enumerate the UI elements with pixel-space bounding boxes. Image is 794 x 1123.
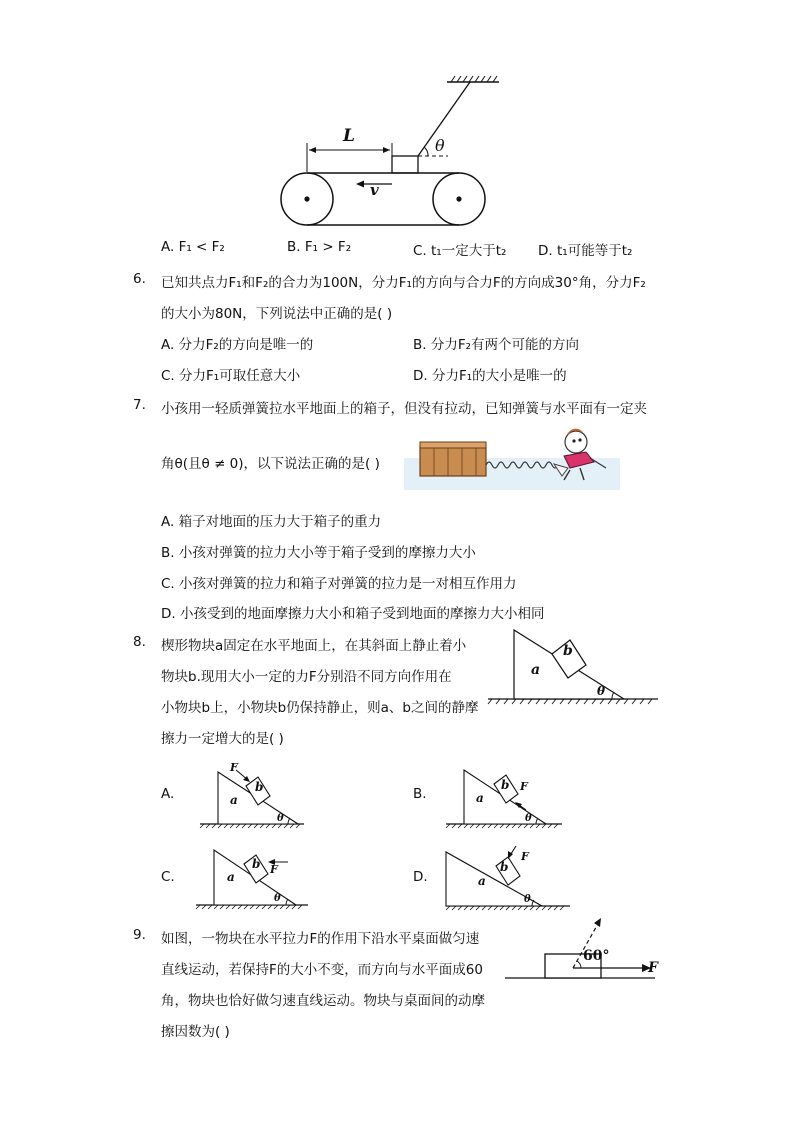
wedge-option-b-label-b: b [501, 778, 510, 792]
wedge-option-d-label-F: F [521, 850, 529, 863]
wedge-option-a-label-b: b [255, 780, 264, 794]
q9-stem-line4: 擦因数为( ) [161, 1024, 230, 1040]
q8-option-c[interactable]: C. [161, 869, 175, 885]
q8-option-b[interactable]: B. [413, 786, 427, 802]
wedge-option-b-label-a: a [476, 791, 484, 805]
wedge-option-a-figure [200, 760, 320, 830]
block-force-F-label: F [648, 960, 658, 976]
q8-option-d[interactable]: D. [413, 869, 428, 885]
q5-option-d[interactable]: D. t₁可能等于t₂ [538, 243, 633, 259]
wedge-option-c-label-b: b [252, 857, 261, 871]
wedge-option-a-label-theta: θ [277, 813, 284, 824]
label-L: L [343, 126, 355, 146]
q9-stem-line2: 直线运动，若保持F的大小不变，而方向与水平面成60 [161, 962, 483, 978]
q6-option-b[interactable]: B. 分力F₂有两个可能的方向 [413, 337, 580, 353]
q5-option-b[interactable]: B. F₁ > F₂ [287, 239, 352, 255]
wedge-option-b-figure [446, 760, 566, 830]
q7-number: 7. [133, 397, 146, 413]
wedge-option-a-label-F: F [230, 761, 238, 774]
q6-option-a[interactable]: A. 分力F₂的方向是唯一的 [161, 337, 314, 353]
conveyor-belt-figure [0, 0, 794, 240]
q8-stem-line2: 物块b.现用大小一定的力F分别沿不同方向作用在 [161, 669, 452, 685]
wedge-option-d-label-b: b [500, 860, 509, 874]
q7-option-d[interactable]: D. 小孩受到的地面摩擦力大小和箱子受到地面的摩擦力大小相同 [161, 606, 545, 622]
child-spring-box-figure [404, 428, 624, 493]
wedge-main-label-a: a [531, 662, 541, 678]
q7-option-b[interactable]: B. 小孩对弹簧的拉力大小等于箱子受到的摩擦力大小 [161, 545, 476, 561]
q9-number: 9. [133, 927, 146, 943]
wedge-option-b-label-theta: θ [525, 813, 532, 824]
q9-stem-line1: 如图，一物块在水平拉力F的作用下沿水平桌面做匀速 [161, 931, 480, 947]
q5-option-a[interactable]: A. F₁ < F₂ [161, 239, 225, 255]
q9-stem-line3: 角，物块也恰好做匀速直线运动。物块与桌面间的动摩 [161, 993, 485, 1009]
q8-number: 8. [133, 634, 146, 650]
wedge-option-b-label-F: F [520, 780, 528, 793]
label-theta: θ [435, 136, 445, 155]
wedge-option-d-figure [446, 842, 576, 912]
q6-stem-line2: 的大小为80N，下列说法中正确的是( ) [161, 306, 393, 322]
block-force-angle-label: 60° [583, 948, 610, 964]
q8-stem-line1: 楔形物块a固定在水平地面上，在其斜面上静止着小 [161, 638, 467, 654]
q6-number: 6. [133, 271, 146, 287]
wedge-main-label-theta: θ [597, 684, 606, 698]
q7-stem-line1: 小孩用一轻质弹簧拉水平地面上的箱子，但没有拉动，已知弹簧与水平面有一定夹 [161, 401, 647, 417]
wedge-option-c-label-F: F [270, 863, 278, 876]
q7-option-c[interactable]: C. 小孩对弹簧的拉力和箱子对弹簧的拉力是一对相互作用力 [161, 576, 517, 592]
q7-option-a[interactable]: A. 箱子对地面的压力大于箱子的重力 [161, 514, 382, 530]
q7-stem-line2: 角θ(且θ ≠ 0)，以下说法正确的是( ) [161, 456, 380, 472]
q8-option-a[interactable]: A. [161, 786, 175, 802]
wedge-option-d-label-a: a [478, 874, 486, 888]
wedge-main-label-b: b [563, 643, 573, 659]
q6-stem-line1: 已知共点力F₁和F₂的合力为100N，分力F₁的方向与合力F的方向成30°角，分力F₂ [161, 275, 646, 291]
wedge-main-figure [488, 626, 668, 706]
q6-option-c[interactable]: C. 分力F₁可取任意大小 [161, 368, 301, 384]
wedge-option-d-label-theta: θ [524, 894, 531, 905]
q5-option-c[interactable]: C. t₁一定大于t₂ [413, 243, 507, 259]
label-v: v [370, 181, 379, 199]
q8-stem-line3: 小物块b上，小物块b仍保持静止，则a、b之间的静摩 [161, 700, 479, 716]
wedge-option-c-label-a: a [227, 870, 235, 884]
wedge-option-c-label-theta: θ [274, 893, 281, 904]
wedge-option-c-figure [196, 842, 316, 912]
q8-stem-line4: 擦力一定增大的是( ) [161, 731, 284, 747]
q6-option-d[interactable]: D. 分力F₁的大小是唯一的 [413, 368, 567, 384]
wedge-option-a-label-a: a [230, 793, 238, 807]
